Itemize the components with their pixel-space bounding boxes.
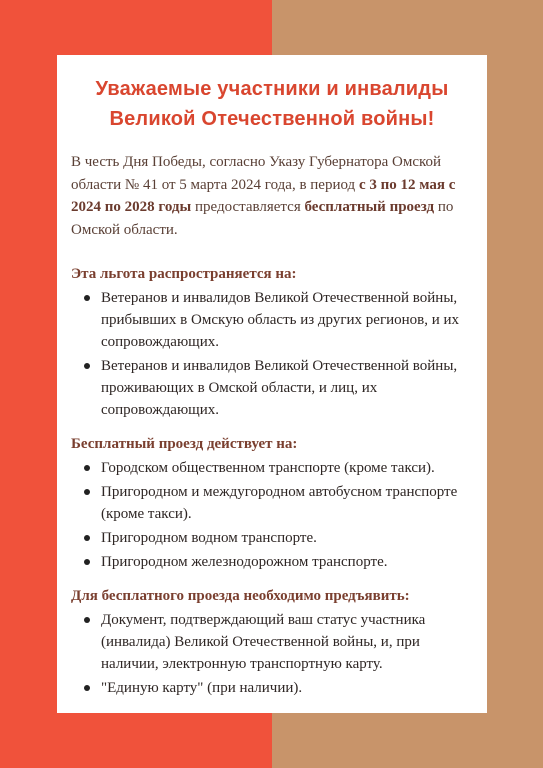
bullet-icon [84, 363, 90, 369]
notice-card [57, 55, 487, 713]
section-heading-eligibility: Эта льгота распространяется на: [71, 266, 297, 282]
section-heading-transport: Бесплатный проезд действует на: [71, 436, 298, 452]
bullet-icon [84, 617, 90, 623]
list-item: Документ, подтверждающий ваш статус участника (инвалида) Великой Отечественной войны, и, при наличии, электронную транспортную карту. [71, 609, 473, 675]
notice-title [71, 74, 473, 134]
intro-text-1: В честь Дня Победы, согласно Указу Губернатора Омской области № 41 от 5 марта 2024 года, в период [71, 154, 442, 193]
intro-paragraph [71, 151, 473, 241]
list-item: Пригородном водном транспорте. [71, 527, 473, 549]
bullet-icon [84, 535, 90, 541]
intro-text-2: предоставляется [191, 199, 305, 215]
eligibility-list [71, 287, 473, 421]
transport-list [71, 457, 473, 573]
bullet-icon [84, 489, 90, 495]
bullet-icon [84, 559, 90, 565]
intro-period: с 3 по 12 мая с 2024 по 2028 годы [71, 176, 456, 215]
title-line-1: Уважаемые участники и инвалиды [95, 78, 449, 100]
bullet-icon [84, 465, 90, 471]
list-item: Городском общественном транспорте (кроме такси). [71, 457, 473, 479]
documents-list [71, 609, 473, 699]
list-item: "Единую карту" (при наличии). [71, 677, 473, 699]
bullet-icon [84, 295, 90, 301]
section-heading-documents: Для бесплатного проезда необходимо предъявить: [71, 588, 410, 604]
list-item: Пригородном железнодорожном транспорте. [71, 551, 473, 573]
intro-free-travel: бесплатный проезд [304, 199, 435, 215]
list-item: Пригородном и междугородном автобусном транспорте (кроме такси). [71, 481, 473, 525]
bullet-icon [84, 685, 90, 691]
list-item: Ветеранов и инвалидов Великой Отечественной войны, прибывших в Омскую область из других регионов, и их сопровождающих. [71, 287, 473, 353]
title-line-2: Великой Отечественной войны! [109, 108, 435, 130]
list-item: Ветеранов и инвалидов Великой Отечественной войны, проживающих в Омской области, и лиц, их сопровождающих. [71, 355, 473, 421]
intro-text-3: по Омской области. [71, 199, 454, 238]
